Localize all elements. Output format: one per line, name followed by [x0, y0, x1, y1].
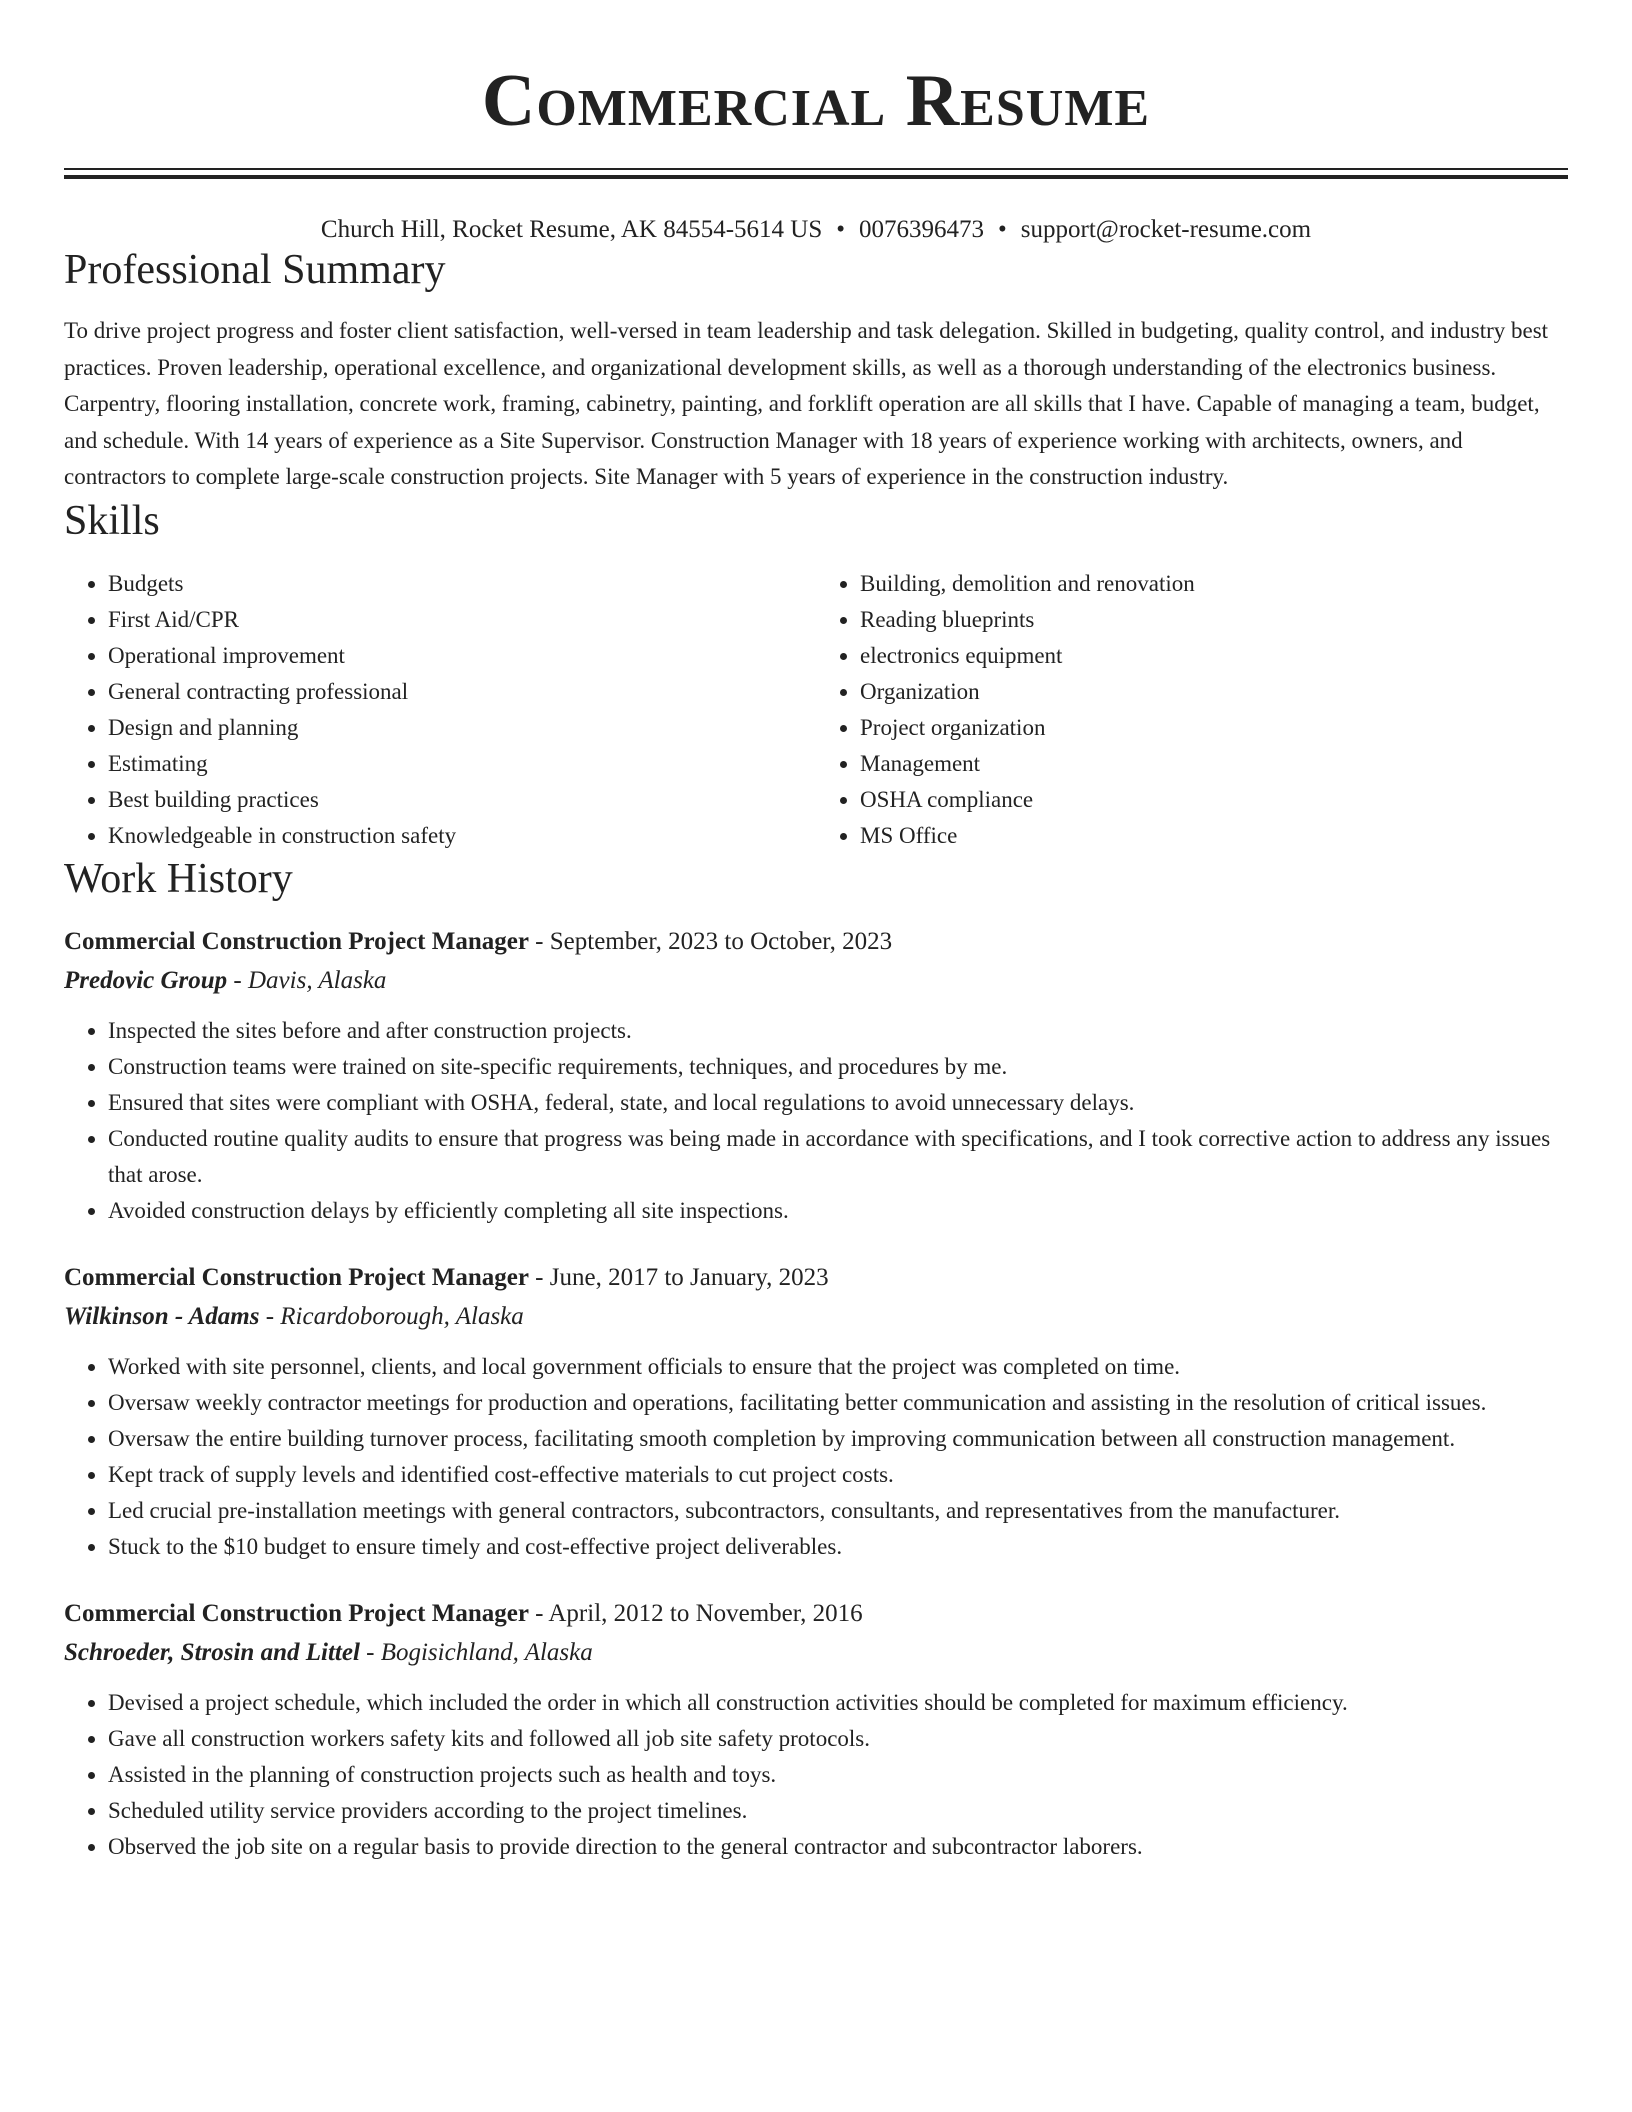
job-bullet: • Avoided construction delays by efficiently completing all site inspections. — [108, 1193, 1568, 1229]
skill-item: • Building, demolition and renovation — [860, 566, 1568, 602]
contact-separator: • — [998, 216, 1007, 243]
job-bullet: • Ensured that sites were compliant with OSHA, federal, state, and local regulations to avoid unnecessary delays. — [108, 1085, 1568, 1121]
job-title-line — [64, 923, 1568, 961]
job-bullets — [64, 1685, 1568, 1865]
job-bullet: • Gave all construction workers safety kits and followed all job site safety protocols. — [108, 1721, 1568, 1757]
job-location: - Davis, Alaska — [227, 966, 387, 994]
job-title-line — [64, 1595, 1568, 1633]
skill-item: • Estimating — [108, 746, 816, 782]
job-bullet: • Oversaw the entire building turnover process, facilitating smooth completion by improving communication between all construction management. — [108, 1421, 1568, 1457]
job-bullet: • Devised a project schedule, which included the order in which all construction activities should be completed for maximum efficiency. — [108, 1685, 1568, 1721]
skill-item: • Management — [860, 746, 1568, 782]
skills-list-left — [64, 566, 816, 854]
job-title: Commercial Construction Project Manager — [64, 1263, 529, 1291]
skill-item: • Reading blueprints — [860, 602, 1568, 638]
skill-item: • Organization — [860, 674, 1568, 710]
job-bullet: • Led crucial pre-installation meetings with general contractors, subcontractors, consultants, and representatives from the manufacturer. — [108, 1493, 1568, 1529]
job-bullet: • Inspected the sites before and after construction projects. — [108, 1013, 1568, 1049]
job-bullet: • Oversaw weekly contractor meetings for production and operations, facilitating better communication and assisting in the resolution of critical issues. — [108, 1385, 1568, 1421]
job-entry — [64, 923, 1568, 1229]
job-company-line — [64, 1297, 1568, 1337]
skill-item: • First Aid/CPR — [108, 602, 816, 638]
skill-item: • Operational improvement — [108, 638, 816, 674]
job-entry — [64, 1595, 1568, 1865]
resume-title: Commercial Resume — [481, 60, 1151, 142]
skill-item: • Budgets — [108, 566, 816, 602]
contact-address: Church Hill, Rocket Resume, AK 84554-5614 US — [320, 216, 823, 243]
job-bullet: • Assisted in the planning of construction projects such as health and toys. — [108, 1757, 1568, 1793]
job-bullet: • Observed the job site on a regular basis to provide direction to the general contractor and subcontractor laborers. — [108, 1829, 1568, 1865]
job-company: Predovic Group — [64, 966, 228, 994]
contact-phone: 0076396473 — [859, 216, 985, 243]
job-company: Wilkinson - Adams — [64, 1302, 260, 1330]
contact-separator: • — [836, 216, 846, 243]
title-double-rule — [64, 168, 1568, 179]
job-bullet: • Conducted routine quality audits to ensure that progress was being made in accordance with specifications, and I took corrective action to address any issues that arose. — [108, 1121, 1568, 1193]
job-company: Schroeder, Strosin and Littel — [64, 1638, 360, 1666]
summary-heading: Professional Summary — [64, 247, 446, 293]
skills-columns — [64, 566, 1568, 854]
job-bullet: • Worked with site personnel, clients, and local government officials to ensure that the project was completed on time. — [108, 1349, 1568, 1385]
skill-item: • electronics equipment — [860, 638, 1568, 674]
job-bullet: • Scheduled utility service providers according to the project timelines. — [108, 1793, 1568, 1829]
skill-item: • Project organization — [860, 710, 1568, 746]
job-location: - Ricardoborough, Alaska — [259, 1302, 524, 1330]
skills-list-right — [816, 566, 1568, 854]
job-bullets — [64, 1013, 1568, 1229]
contact-line — [64, 215, 1568, 245]
skill-item: • Best building practices — [108, 782, 816, 818]
job-bullet: • Construction teams were trained on site-specific requirements, techniques, and procedures by me. — [108, 1049, 1568, 1085]
job-location: - Bogisichland, Alaska — [359, 1638, 593, 1666]
summary-text: To drive project progress and foster client satisfaction, well-versed in team leadership and task delegation. Skilled in budgeting, quality control, and industry best practices. Proven leadership, operational excellence, and organizational development skills, as well as a thorough understanding of the electronics business. Carpentry, flooring installation, concrete work, framing, cabinetry, painting, and forklift operation are all skills that I have. Capable of managing a team, budget, and schedule. With 14 years of experience as a Site Supervisor. Construction Manager with 18 years of experience working with architects, owners, and contractors to complete large-scale construction projects. Site Manager with 5 years of experience in the construction industry. — [64, 318, 1549, 490]
job-dates: - September, 2023 to October, 2023 — [528, 927, 893, 955]
job-entry — [64, 1259, 1568, 1565]
job-company-line — [64, 961, 1568, 1001]
skill-item: • MS Office — [860, 818, 1568, 854]
skill-item: • OSHA compliance — [860, 782, 1568, 818]
job-company-line — [64, 1633, 1568, 1673]
skills-heading: Skills — [64, 497, 160, 544]
job-title-line — [64, 1259, 1568, 1297]
job-bullet: • Kept track of supply levels and identified cost-effective materials to cut project costs. — [108, 1457, 1568, 1493]
job-dates: - June, 2017 to January, 2023 — [528, 1263, 829, 1291]
skill-item: • Design and planning — [108, 710, 816, 746]
job-dates: - April, 2012 to November, 2016 — [528, 1599, 863, 1627]
skill-item: • General contracting professional — [108, 674, 816, 710]
contact-email: support@rocket-resume.com — [1020, 216, 1312, 243]
job-bullet: • Stuck to the $10 budget to ensure timely and cost-effective project deliverables. — [108, 1529, 1568, 1565]
skill-item: • Knowledgeable in construction safety — [108, 818, 816, 854]
job-title: Commercial Construction Project Manager — [64, 927, 529, 955]
job-bullets — [64, 1349, 1568, 1565]
work-history-heading: Work History — [64, 856, 293, 903]
job-title: Commercial Construction Project Manager — [64, 1599, 529, 1627]
